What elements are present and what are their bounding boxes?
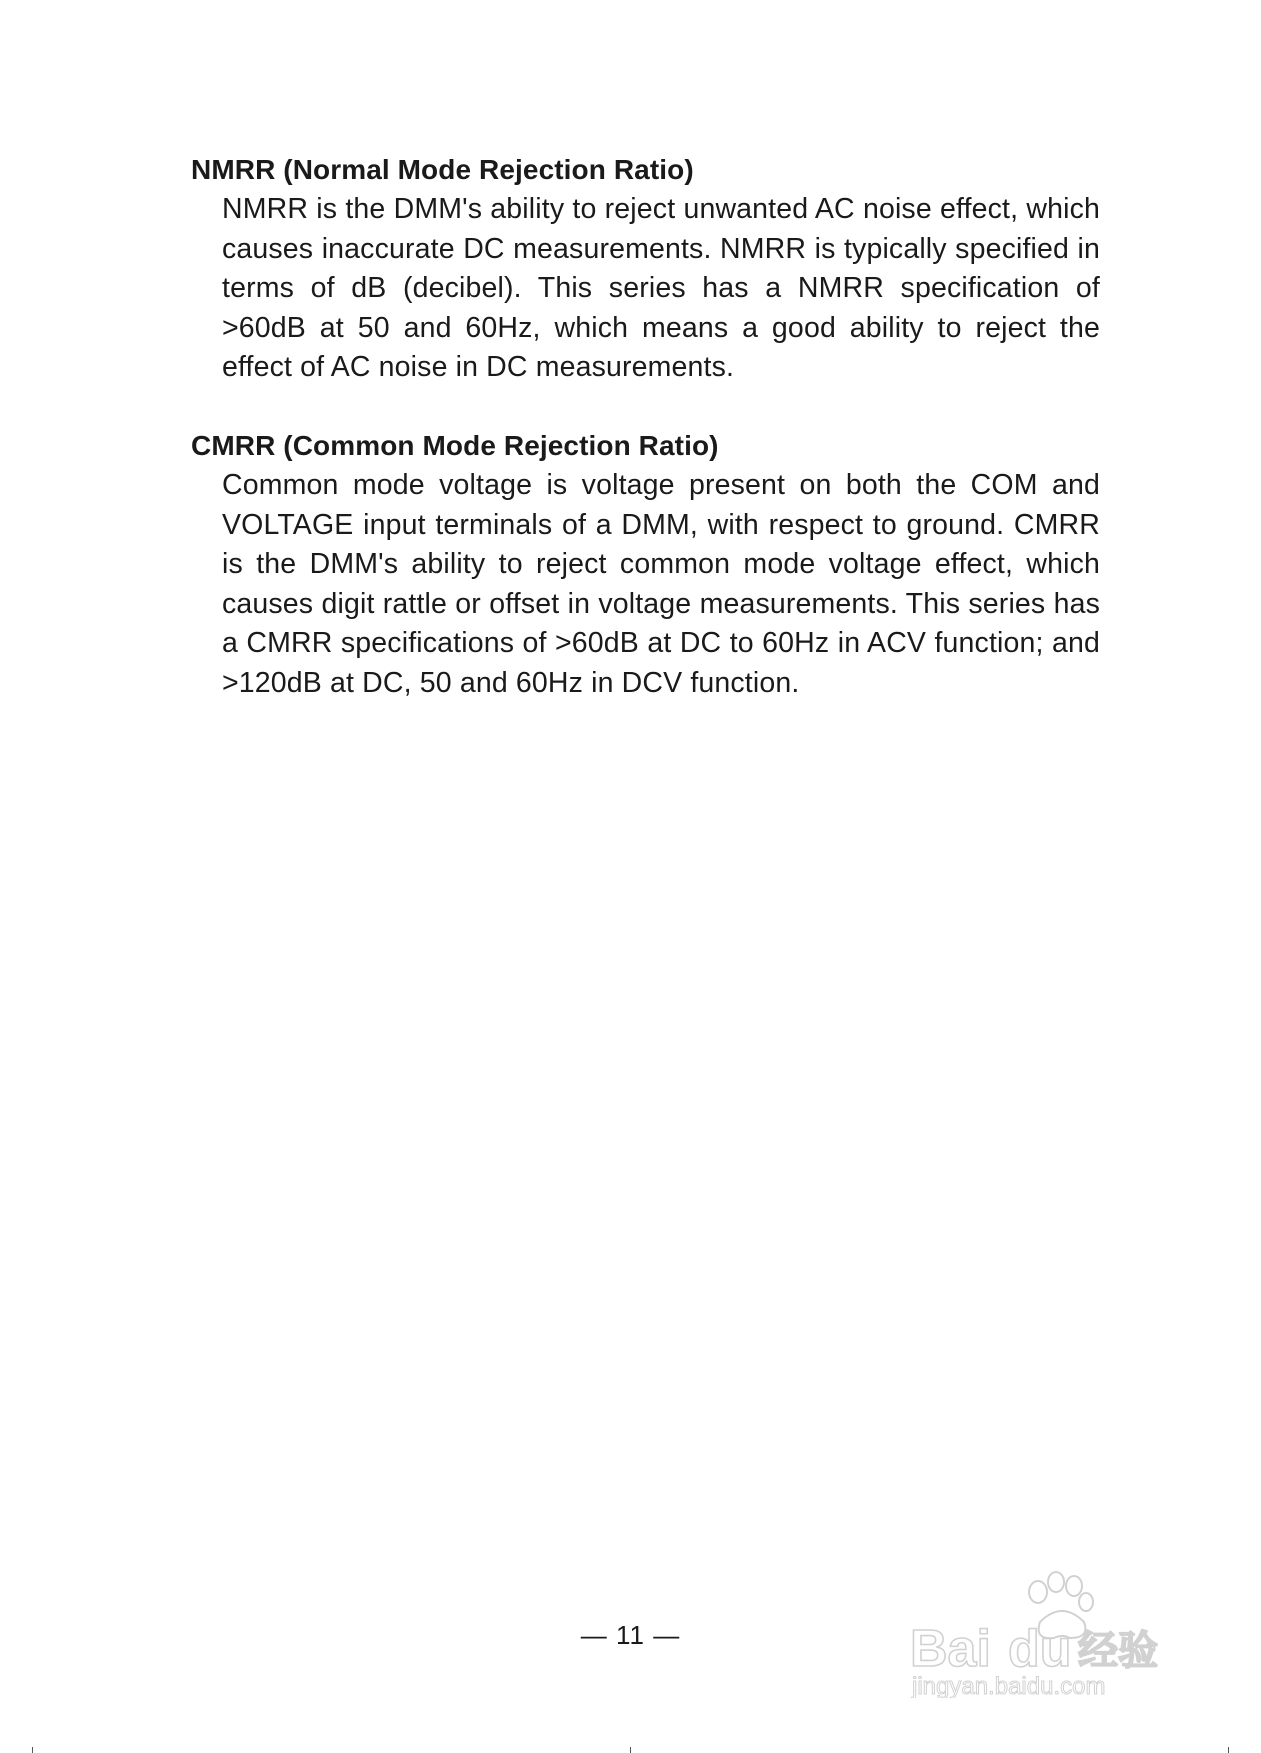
- svg-text:du: du: [1008, 1620, 1072, 1678]
- cmrr-section: [191, 426, 1101, 703]
- cmrr-body-text: Common mode voltage is voltage present on both the COM and VOLTAGE input terminals of a DMM, with respect to ground. CMRR is the DMM's ability to reject common mode voltage effect, which causes digit rattle or offset in voltage measurements. This series has a CMRR specifications of >60dB at DC to 60Hz in ACV function; and >120dB at DC, 50 and 60Hz in DCV function.: [222, 469, 1100, 699]
- nmrr-heading: NMRR (Normal Mode Rejection Ratio): [191, 154, 694, 185]
- svg-text:经验: 经验: [1078, 1629, 1158, 1673]
- crop-mark-center: [630, 1747, 631, 1753]
- page-number: — 11 —: [580, 1620, 681, 1650]
- crop-mark-left: [32, 1747, 33, 1753]
- baidu-watermark-logo: [890, 1548, 1190, 1698]
- crop-mark-right: [1228, 1747, 1229, 1753]
- svg-text:jingyan.baidu.com: jingyan.baidu.com: [912, 1673, 1106, 1698]
- nmrr-section: [191, 150, 1101, 388]
- nmrr-body-text: NMRR is the DMM's ability to reject unwanted AC noise effect, which causes inaccurate DC measurements. NMRR is typically specified in terms of dB (decibel). This series has a NMRR specification of >60dB at 50 and 60Hz, which means a good ability to reject the effect of AC noise in DC measurements.: [222, 193, 1100, 383]
- cmrr-heading: CMRR (Common Mode Rejection Ratio): [191, 430, 719, 461]
- svg-text:Bai: Bai: [910, 1620, 991, 1678]
